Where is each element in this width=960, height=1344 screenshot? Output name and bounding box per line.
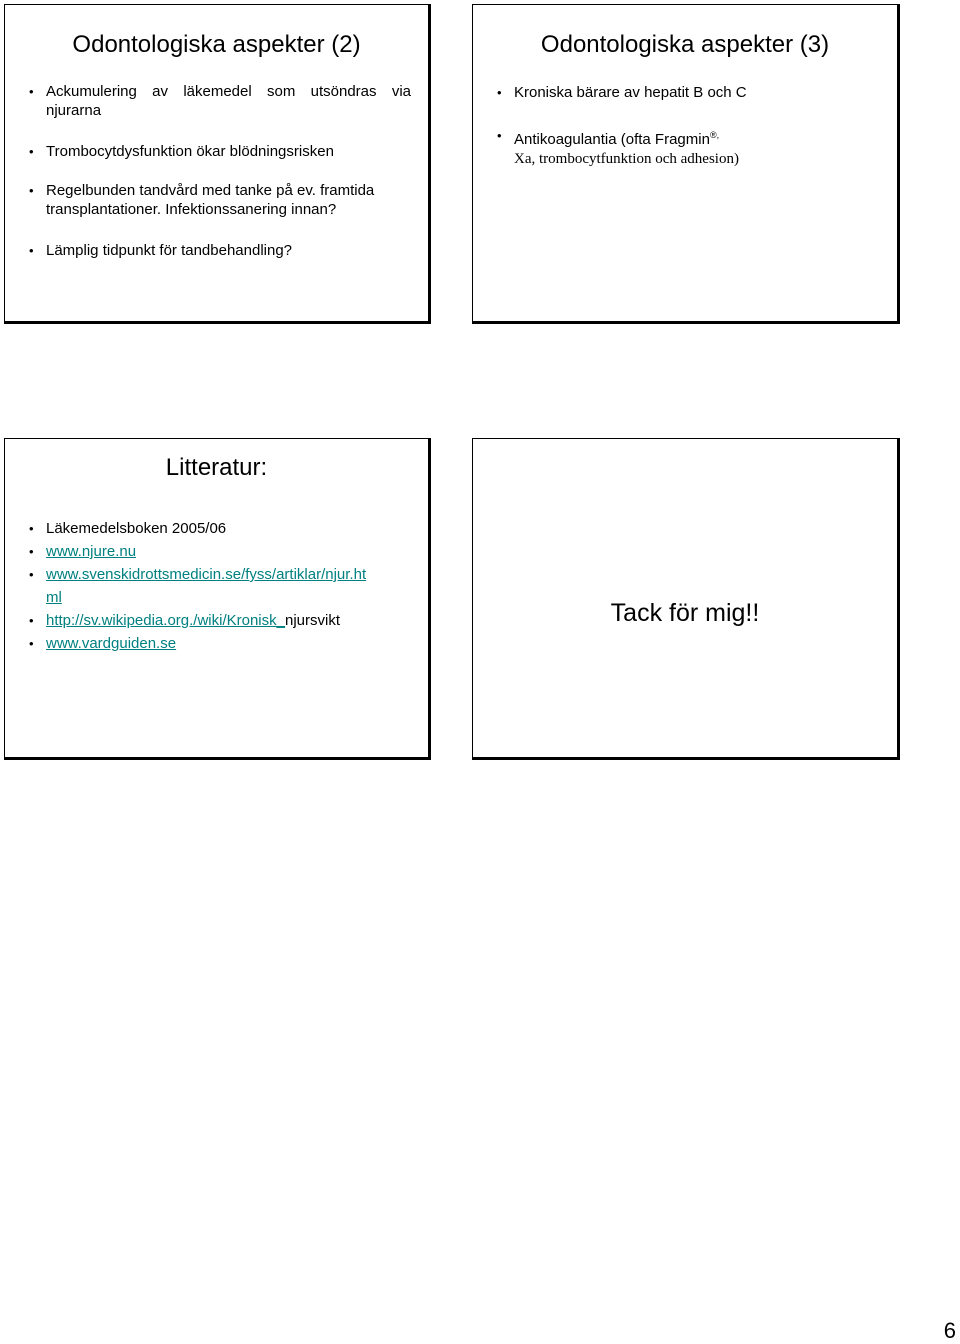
item-text: Antikoagulantia (ofta Fragmin bbox=[514, 131, 710, 148]
list-item bbox=[497, 126, 877, 169]
list-item: • Kroniska bärare av hepatit B och C bbox=[497, 83, 877, 102]
registered-mark: ®, bbox=[709, 130, 720, 140]
link-njure[interactable]: www.njure.nu bbox=[46, 543, 137, 560]
list-item bbox=[29, 609, 419, 632]
page-number: 6 bbox=[943, 1318, 956, 1343]
list-item bbox=[29, 632, 419, 655]
list-item: • Regelbunden tandvård med tanke på ev. framtida transplantationer. Infektionssanering innan? bbox=[29, 181, 391, 219]
closing-text: Tack för mig!! bbox=[610, 599, 760, 627]
bullet-list bbox=[29, 517, 419, 655]
link-svenskidrottsmedicin[interactable]: www.svenskidrottsmedicin.se/fyss/artiklar/njur.ht bbox=[46, 566, 367, 583]
link-wikipedia-tail: njursvikt bbox=[284, 612, 340, 629]
link-vardguiden[interactable]: www.vardguiden.se bbox=[46, 635, 177, 652]
slide-tack bbox=[472, 438, 900, 760]
slide-odontologiska-aspekter-2 bbox=[4, 4, 431, 324]
list-item bbox=[29, 540, 419, 563]
list-item: • Trombocytdysfunktion ökar blödningsrisken bbox=[29, 142, 411, 161]
slide-title: Odontologiska aspekter (2) bbox=[72, 31, 361, 58]
bullet-list bbox=[497, 83, 877, 169]
list-item: • Lämplig tidpunkt för tandbehandling? bbox=[29, 241, 411, 260]
slide-title: Odontologiska aspekter (3) bbox=[540, 31, 830, 58]
link-svenskidrottsmedicin-cont[interactable]: ml bbox=[46, 589, 62, 606]
slide-odontologiska-aspekter-3 bbox=[472, 4, 900, 324]
list-item bbox=[29, 563, 419, 609]
list-item: • Läkemedelsboken 2005/06 bbox=[29, 517, 419, 540]
link-wikipedia[interactable]: http://sv.wikipedia.org./wiki/Kronisk_ bbox=[46, 612, 285, 629]
item-text: Xa, trombocytfunktion och adhesion) bbox=[514, 151, 739, 167]
slide-litteratur bbox=[4, 438, 431, 760]
slide-title: Litteratur: bbox=[165, 454, 268, 481]
bullet-list bbox=[29, 82, 411, 260]
list-item: • Ackumulering av läkemedel som utsöndras via njurarna bbox=[29, 82, 411, 120]
